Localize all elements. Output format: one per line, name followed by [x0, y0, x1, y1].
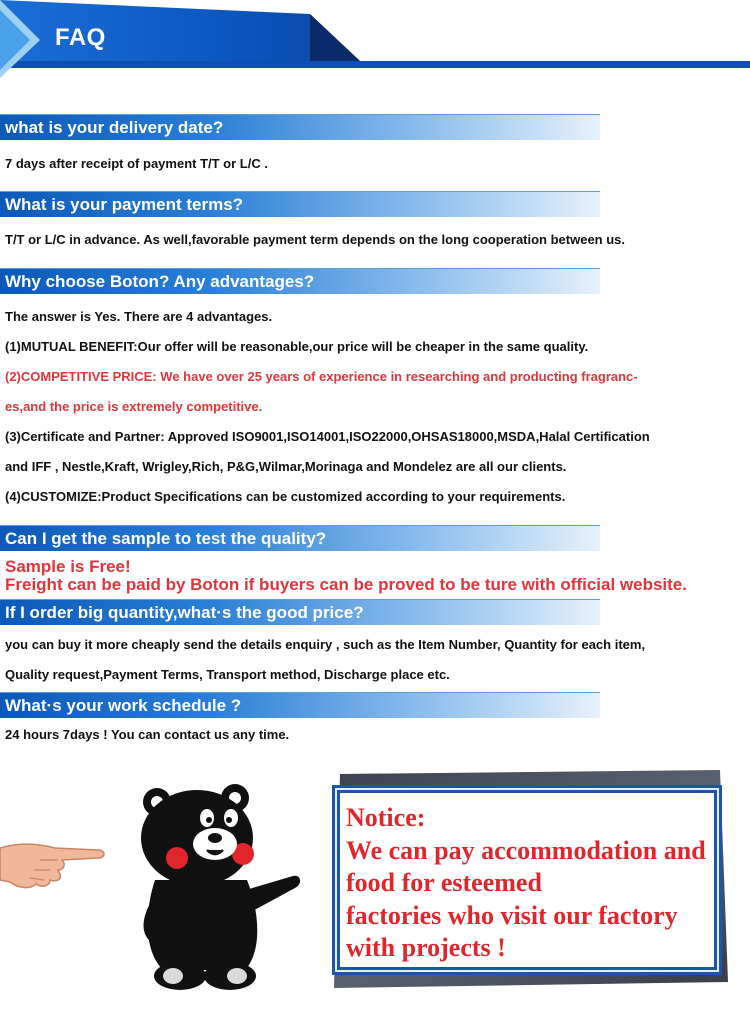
- answer-line-highlight: (2)COMPETITIVE PRICE: We have over 25 years of experience in researching and producting fragranc-: [5, 369, 638, 384]
- answer-line: 7 days after receipt of payment T/T or L/C .: [5, 156, 268, 171]
- faq-header-banner: [0, 0, 750, 80]
- question-text: What is your payment terms?: [5, 195, 244, 214]
- question-text: Can I get the sample to test the quality?: [5, 529, 327, 548]
- notice-line: with projects !: [346, 933, 506, 962]
- answer-line: (1)MUTUAL BENEFIT:Our offer will be reasonable,our price will be cheaper in the same quality.: [5, 339, 589, 354]
- notice-line: food for esteemed: [346, 868, 542, 897]
- answer-line-highlight: es,and the price is extremely competitive.: [5, 399, 263, 414]
- question-bar: [0, 692, 600, 718]
- question-text: If I order big quantity,what·s the good price?: [5, 603, 364, 622]
- question-text: what is your delivery date?: [5, 118, 224, 137]
- answer-line-highlight: Freight can be paid by Boton if buyers can be proved to be ture with official website.: [5, 575, 687, 594]
- notice-line: We can pay accommodation and: [346, 836, 706, 865]
- answer-line-highlight: Sample is Free!: [5, 557, 131, 576]
- header-banner-graphic: [0, 0, 750, 80]
- answer-line: and IFF , Nestle,Kraft, Wrigley,Rich, P&G,Wilmar,Morinaga and Mondelez are all our clients.: [5, 459, 567, 474]
- question-bar: [0, 599, 600, 625]
- pointing-hand-icon: [0, 838, 110, 898]
- question-text: Why choose Boton? Any advantages?: [5, 272, 315, 291]
- notice-line: factories who visit our factory: [346, 901, 678, 930]
- answer-line: you can buy it more cheaply send the details enquiry , such as the Item Number, Quantity for each item,: [5, 637, 646, 652]
- answer-line: The answer is Yes. There are 4 advantages.: [5, 309, 273, 324]
- question-bar: [0, 268, 600, 294]
- answer-line: (4)CUSTOMIZE:Product Specifications can be customized according to your requirements.: [5, 489, 566, 504]
- bear-mascot-icon: [135, 780, 305, 995]
- answer-line: Quality request,Payment Terms, Transport method, Discharge place etc.: [5, 667, 450, 682]
- notice-box: [337, 790, 717, 970]
- question-text: What·s your work schedule ?: [5, 696, 242, 715]
- answer-line: (3)Certificate and Partner: Approved ISO9001,ISO14001,ISO22000,OHSAS18000,MSDA,Halal Certification: [5, 429, 650, 444]
- answer-line: T/T or L/C in advance. As well,favorable payment term depends on the long cooperation between us.: [5, 232, 626, 247]
- page-title: FAQ: [55, 24, 106, 51]
- question-bar: [0, 525, 600, 551]
- notice-heading: Notice:: [346, 803, 426, 832]
- question-bar: [0, 114, 600, 140]
- question-bar: [0, 191, 600, 217]
- answer-line: 24 hours 7days ! You can contact us any time.: [5, 727, 290, 742]
